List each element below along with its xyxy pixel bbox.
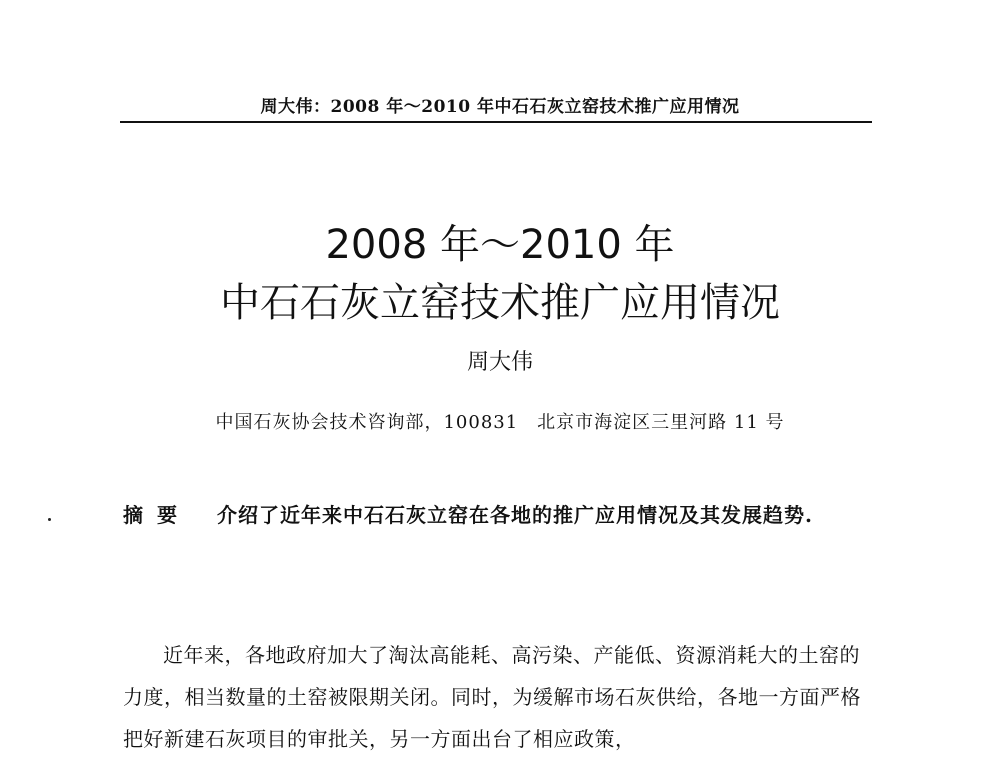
- affiliation: 中国石灰协会技术咨询部，100831 北京市海淀区三里河路 11 号: [215, 412, 785, 433]
- stray-dot: [48, 518, 51, 521]
- abstract-text: 介绍了近年来中石石灰立窑在各地的推广应用情况及其发展趋势.: [217, 503, 813, 527]
- abstract: [123, 493, 875, 537]
- author: 周大伟: [466, 350, 533, 375]
- title-line-2: 中石石灰立窑技术推广应用情况: [220, 280, 780, 326]
- title-line-1: 2008 年～2010 年: [325, 222, 675, 268]
- running-header: 周大伟：2008 年～2010 年中石石灰立窑技术推广应用情况: [260, 97, 740, 117]
- header-rule: [120, 121, 872, 123]
- abstract-label: 摘要: [123, 503, 191, 527]
- body-paragraph: 近年来，各地政府加大了淘汰高能耗、高污染、产能低、资源消耗大的土窑的力度，相当数量的土窑被限期关闭。同时，为缓解市场石灰供给，各地一方面严格把好新建石灰项目的审批关，另一方面出台了相应政策，: [123, 643, 861, 751]
